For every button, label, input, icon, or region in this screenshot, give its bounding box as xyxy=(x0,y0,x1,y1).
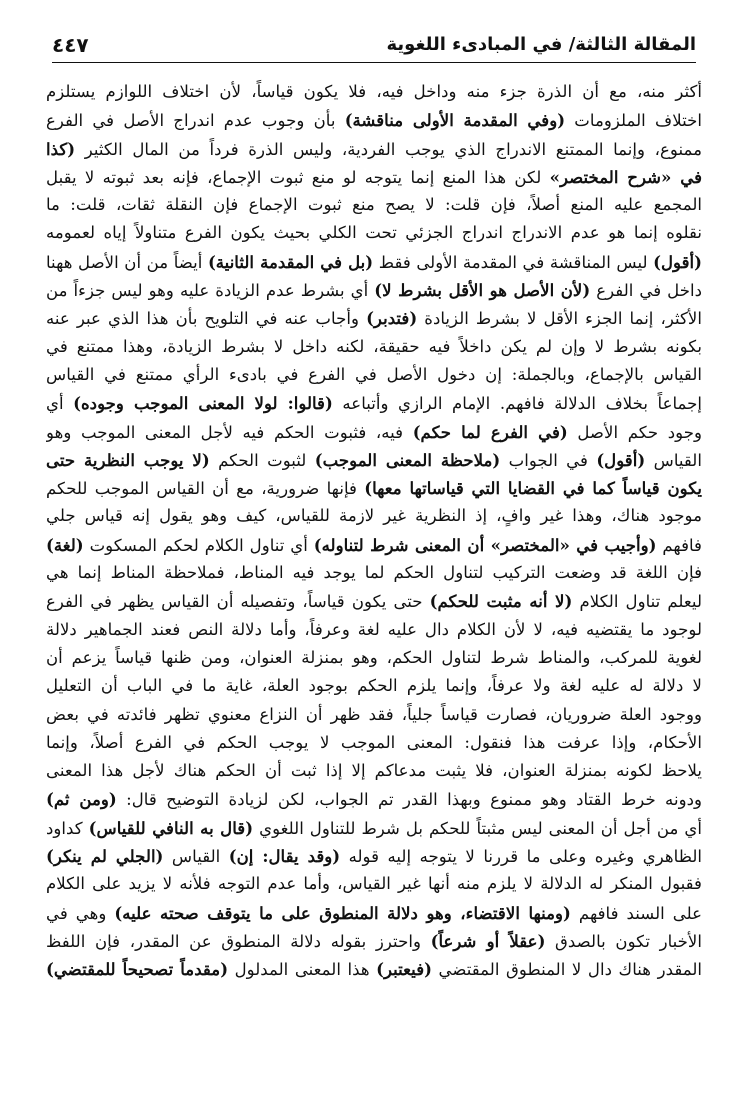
text-segment: الأكثر، إنما الجزء الأقل لا بشرط الزيادة xyxy=(417,309,702,329)
page-number: ٤٤٧ xyxy=(52,33,89,57)
text-line xyxy=(46,106,702,134)
bold-text-segment: (فيعتبر) xyxy=(376,959,432,980)
text-segment: ليعلم تناول الكلام xyxy=(572,592,702,612)
bold-text-segment: (وأجيب في «المختصر» أن المعنى شرط لتناوله) xyxy=(313,534,657,555)
text-line xyxy=(46,701,702,729)
text-line xyxy=(46,757,702,785)
text-segment: ووجود العلة ضروريان، فصارت قياساً جلياً، فقد ظهر أن النزاع معنوي تظهر فائدته في بعض xyxy=(46,704,702,724)
bold-text-segment: (عقلاً أو شرعاً) xyxy=(430,930,546,951)
text-line xyxy=(46,587,702,615)
text-line xyxy=(46,333,702,361)
bold-text-segment: (لا يوجب النظرية حتى xyxy=(46,449,210,470)
bold-text-segment: (كذا xyxy=(46,138,76,159)
text-line xyxy=(46,446,702,474)
text-segment: كداود xyxy=(46,818,89,838)
bold-text-segment: (الجلي لم ينكر) xyxy=(46,846,164,867)
text-line xyxy=(46,899,702,927)
text-segment: موجود هناك، وهذا غير وافٍ، إذ النظرية غير لازمة للقياس، كيف وهو يقول إنه قياس جلي xyxy=(46,506,702,526)
bold-text-segment: (أقول) xyxy=(596,449,646,470)
bold-text-segment: (قال به النافي للقياس) xyxy=(88,817,254,838)
bold-text-segment: (ومنها الاقتضاء، وهو دلالة المنطوق على ما يتوقف صحته عليه) xyxy=(114,902,571,923)
text-line xyxy=(46,531,702,559)
text-segment: أي تناول الكلام لحكم المسكوت xyxy=(83,535,314,555)
text-segment: لغوية للمركب، والمناط شرط لتناول الحكم، وهو بمنزلة العنوان، ومن ظنها قياساً يزعم أن xyxy=(46,647,702,667)
text-segment: أي بشرط عدم الزيادة عليه وهو ليس جزءاً من xyxy=(46,281,375,301)
text-line xyxy=(46,135,702,163)
text-segment: وأجاب عنه في التلويح بأن هذا الذي عبر عنه xyxy=(46,309,367,329)
text-segment: المقدر هناك دال لا المنطوق المقتضي xyxy=(431,960,702,980)
text-line xyxy=(46,276,702,304)
text-segment: القياس xyxy=(645,450,702,470)
bold-text-segment: (ومن ثم) xyxy=(46,789,117,810)
bold-text-segment: (أقول) xyxy=(653,251,702,272)
text-segment: الظاهري وغيره وعلى ما قررنا لا يتوجه إليه قوله xyxy=(340,847,702,867)
text-segment: اختلاف الملزومات xyxy=(565,111,702,131)
text-line xyxy=(46,248,702,276)
bold-text-segment: (وقد يقال: إن) xyxy=(228,846,341,867)
bold-text-segment: (ملاحظة المعنى الموجب) xyxy=(314,449,501,470)
text-segment: حتى يكون قياساً، وتفصيله أن القياس يظهر في الفرع xyxy=(46,592,430,612)
text-segment: بأن وجوب عدم اندراج الأصل في الفرع xyxy=(46,111,345,131)
bold-text-segment: (لا أنه مثبت للحكم) xyxy=(429,591,573,612)
text-segment: لا دلالة له عليه لغة ولا عرفاً، وإنما يلزم الحكم بوجود العلة، غاية ما في الباب أن التعليل xyxy=(46,676,702,696)
text-line xyxy=(46,672,702,700)
text-segment: المجمع عليه المنع أصلاً، فإن قلت: لا يصح منع ثبوت الإجماع فإن النقلة ثقات، قلت: ما xyxy=(46,195,702,215)
text-segment: فيه، فثبوت الحكم فيه لأجل المعنى الموجب وهو xyxy=(46,422,413,442)
text-line xyxy=(46,927,702,955)
bold-text-segment: (بل في المقدمة الثانية) xyxy=(207,251,374,272)
text-line xyxy=(46,814,702,842)
text-segment: لوجود ما يقتضيه فيه، لا لأن الكلام دال عليه لغة وعرفاً، وأما دلالة النص فعند الجماهير دلالة xyxy=(46,619,702,639)
bold-text-segment: (لغة) xyxy=(46,534,84,555)
text-segment: بكونه بشرط لا وإن لم يكن داخلاً فيه حقيقة، لكنه داخل لا بشرط الزيادة، وهذا ممتنع في xyxy=(46,336,702,356)
text-line xyxy=(46,163,702,191)
text-line xyxy=(46,842,702,870)
text-segment: على السند فافهم xyxy=(570,903,702,923)
text-line xyxy=(46,729,702,757)
text-segment: وهي في xyxy=(46,903,115,923)
text-segment: القياس xyxy=(163,847,229,867)
bold-text-segment: (في الفرع لما حكم) xyxy=(412,421,568,442)
text-segment: فقبول المنكر له الدلالة لا يلزم منه أنها غير القياس، وأما عدم التوجه فلأنه لا يزيد على الكلام xyxy=(46,874,702,894)
text-segment: القياس بالإجماع، وبالجملة: إن دخول الأصل في الفرع في بادىء الرأي ممتنع في القياس xyxy=(46,364,702,384)
text-segment: داخل في الفرع xyxy=(590,281,702,301)
text-line xyxy=(46,870,702,898)
text-segment: فإنها ضرورية، مع أن القياس الموجب للحكم xyxy=(46,479,365,499)
text-segment: ودونه خرط القتاد وهو ممنوع وبهذا القدر تم الجواب، لكن لزيادة التوضيح قال: xyxy=(116,790,702,810)
body-text xyxy=(46,78,702,1078)
text-segment: فافهم xyxy=(656,535,702,555)
text-segment: فإن اللغة قد وضعت التركيب لتناول الحكم لما يوجد فيه المناط، فملاحظة المناط إنما هي xyxy=(46,563,702,583)
text-segment: في الجواب xyxy=(500,450,597,470)
text-line xyxy=(46,361,702,389)
bold-text-segment: يكون قياساً كما في القضايا التي قياساتها معها) xyxy=(364,478,702,499)
text-segment: وجود حكم الأصل xyxy=(567,422,702,442)
text-segment: ليس المناقشة في المقدمة الأولى فقط xyxy=(373,252,654,272)
bold-text-segment: (مقدماً تصحيحاً للمقتضي) xyxy=(46,959,229,980)
text-line xyxy=(46,474,702,502)
text-segment: أي xyxy=(46,394,74,414)
text-line xyxy=(46,304,702,332)
bold-text-segment: في «شرح المختصر» xyxy=(549,166,702,187)
text-line xyxy=(46,418,702,446)
text-segment: لكن هذا المنع إنما يتوجه لو منع ثبوت الإجماع، فإنه بعد ثبوته لا يقبل xyxy=(46,167,550,187)
text-line xyxy=(46,559,702,587)
text-segment: نقلوه إنما هو عدم الاندراج اندراج الجزئي تحت الكلي بحيث يكون الفرع متناولاً إياه لعمومه xyxy=(46,223,702,243)
text-segment: إجماعاً بخلاف الدلالة فافهم. الإمام الرازي وأتباعه xyxy=(332,394,702,414)
text-segment: أي من أجل أن المعنى ليس مثبتاً للحكم بل شرط للتناول اللغوي xyxy=(253,818,702,838)
chapter-title: المقالة الثالثة/ في المبادىء اللغوية xyxy=(386,34,696,55)
text-segment: لثبوت الحكم xyxy=(209,450,315,470)
text-line xyxy=(46,191,702,219)
text-line xyxy=(46,644,702,672)
text-line xyxy=(46,955,702,983)
bold-text-segment: (وفي المقدمة الأولى مناقشة) xyxy=(344,110,566,131)
text-line xyxy=(46,78,702,106)
text-segment: هذا المعنى المدلول xyxy=(228,960,377,980)
text-segment: الأخبار تكون بالصدق xyxy=(545,931,702,951)
text-segment: يلاحظ لكونه بمنزلة العنوان، فلا يثبت مدعاكم إلا إذا ثبت أن الحكم هناك لأجل هذا المعنى xyxy=(46,761,702,781)
text-line xyxy=(46,389,702,417)
text-line xyxy=(46,785,702,813)
bold-text-segment: (لأن الأصل هو الأقل بشرط لا) xyxy=(374,280,591,301)
running-header xyxy=(52,26,696,63)
text-segment: واحترز بقوله دلالة المنطوق عن المقدر، فإن اللفظ xyxy=(46,931,431,951)
bold-text-segment: (فتدبر) xyxy=(366,308,418,329)
text-line xyxy=(46,219,702,247)
text-line xyxy=(46,502,702,530)
bold-text-segment: (قالوا: لولا المعنى الموجب وجوده) xyxy=(73,393,333,414)
text-segment: الأحكام، وإذا عرفت هذا فنقول: المعنى الموجب لا يوجب الحكم في الفرع أصلاً، وإنما xyxy=(46,732,702,752)
text-segment: أيضاً من أن الأصل ههنا xyxy=(46,252,208,272)
text-segment: ممنوع، وإنما الممتنع الاندراج الذي يوجب الفردية، وليس الذرة فرداً من المال الكثير xyxy=(75,139,702,159)
text-segment: أكثر منه، مع أن الذرة جزء منه وداخل فيه، فلا يكون قياساً، لأن اختلاف اللوازم يستلزم xyxy=(46,82,702,101)
text-line xyxy=(46,616,702,644)
